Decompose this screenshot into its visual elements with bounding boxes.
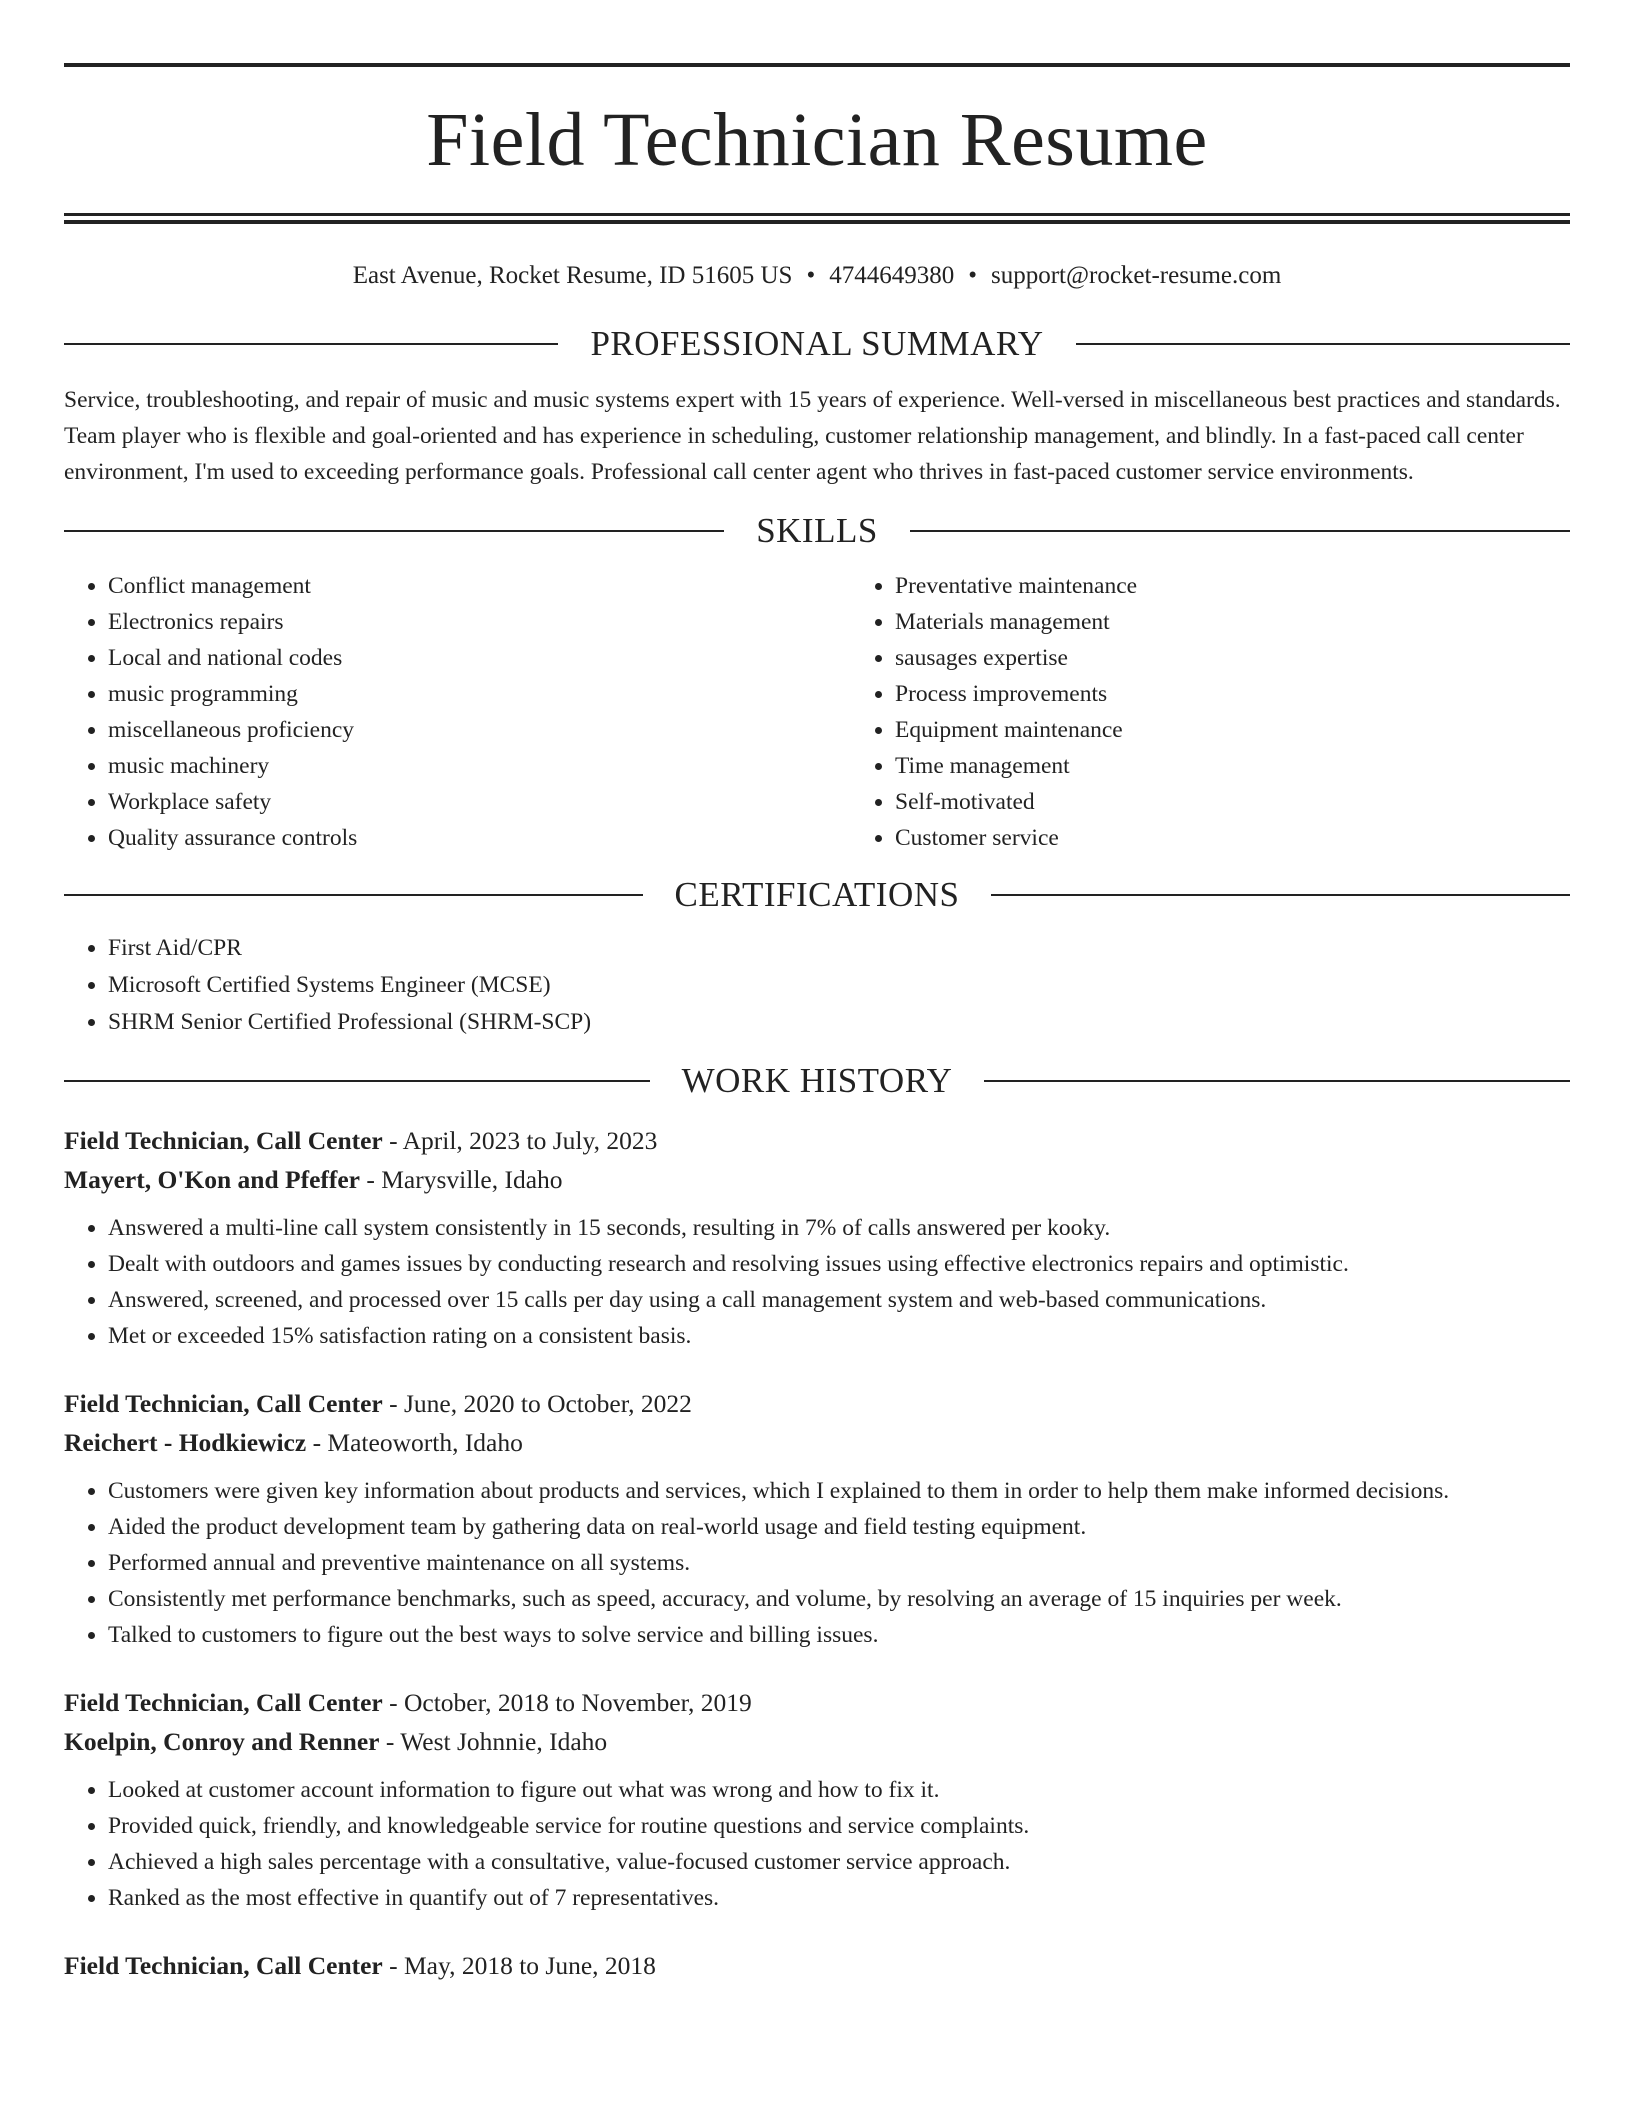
certification-item: • First Aid/CPR <box>108 930 1570 967</box>
skill-item: • Materials management <box>895 604 1632 640</box>
job-bullets <box>64 1210 1570 1354</box>
skill-item: • Self-motivated <box>895 784 1632 820</box>
contact-email: support@rocket-resume.com <box>990 262 1282 289</box>
job-bullet: • Met or exceeded 15% satisfaction rating on a consistent basis. <box>108 1318 1570 1354</box>
skills-column-left <box>64 568 851 856</box>
divider-line <box>910 530 1570 532</box>
job-entry <box>64 1683 1570 1916</box>
job-title: Field Technician, Call Center <box>64 1126 383 1155</box>
contact-address: East Avenue, Rocket Resume, ID 51605 US <box>352 262 793 289</box>
job-location: - Mateoworth, Idaho <box>306 1428 523 1457</box>
skill-item: • Process improvements <box>895 676 1632 712</box>
job-bullet: • Ranked as the most effective in quantify out of 7 representatives. <box>108 1880 1570 1916</box>
title-double-rule <box>64 213 1570 224</box>
job-bullet: • Aided the product development team by gathering data on real-world usage and field testing equipment. <box>108 1509 1570 1545</box>
certification-item: • SHRM Senior Certified Professional (SHRM-SCP) <box>108 1004 1570 1041</box>
contact-line <box>64 261 1570 291</box>
contact-separator: • <box>968 262 977 289</box>
section-header-certifications <box>64 875 1570 915</box>
divider-line <box>64 1080 650 1082</box>
section-header-work-history <box>64 1061 1570 1101</box>
job-bullet: • Talked to customers to figure out the best ways to solve service and billing issues. <box>108 1617 1570 1653</box>
job-bullets <box>64 1473 1570 1653</box>
job-title-line <box>64 1384 1570 1423</box>
job-bullet: • Provided quick, friendly, and knowledgeable service for routine questions and service complaints. <box>108 1808 1570 1844</box>
job-title: Field Technician, Call Center <box>64 1951 383 1980</box>
skill-item: • Quality assurance controls <box>108 820 851 856</box>
page-title: Field Technician Resume <box>426 98 1208 182</box>
job-bullets <box>64 1772 1570 1916</box>
skill-item: • Time management <box>895 748 1632 784</box>
skill-item: • miscellaneous proficiency <box>108 712 851 748</box>
divider-line <box>991 894 1570 896</box>
skills-column-right <box>851 568 1632 856</box>
section-title-summary: PROFESSIONAL SUMMARY <box>590 324 1044 363</box>
skill-item: • Electronics repairs <box>108 604 851 640</box>
job-company: Reichert - Hodkiewicz <box>64 1428 307 1457</box>
job-dates: - April, 2023 to July, 2023 <box>382 1126 658 1155</box>
job-bullet: • Answered a multi-line call system consistently in 15 seconds, resulting in 7% of calls answered per kooky. <box>108 1210 1570 1246</box>
job-location: - Marysville, Idaho <box>360 1165 563 1194</box>
divider-line <box>1076 343 1570 345</box>
divider-line <box>64 894 643 896</box>
skill-item: • Local and national codes <box>108 640 851 676</box>
job-bullet: • Consistently met performance benchmarks, such as speed, accuracy, and volume, by resolving an average of 15 inquiries per week. <box>108 1581 1570 1617</box>
certification-item: • Microsoft Certified Systems Engineer (MCSE) <box>108 967 1570 1004</box>
job-title-line <box>64 1683 1570 1722</box>
divider-line <box>64 343 558 345</box>
job-entry <box>64 1121 1570 1354</box>
job-bullet: • Answered, screened, and processed over 15 calls per day using a call management system and web-based communications. <box>108 1282 1570 1318</box>
job-title: Field Technician, Call Center <box>64 1389 383 1418</box>
job-entry <box>64 1946 1570 1985</box>
skill-item: • Workplace safety <box>108 784 851 820</box>
skills-list <box>64 568 1570 856</box>
section-title-skills: SKILLS <box>756 511 878 550</box>
skill-item: • Customer service <box>895 820 1632 856</box>
skill-item: • music machinery <box>108 748 851 784</box>
skill-item: • sausages expertise <box>895 640 1632 676</box>
section-header-skills <box>64 511 1570 551</box>
skill-item: • music programming <box>108 676 851 712</box>
section-header-summary <box>64 324 1570 364</box>
job-dates: - October, 2018 to November, 2019 <box>382 1688 752 1717</box>
job-bullet: • Customers were given key information about products and services, which I explained to them in order to help them make informed decisions. <box>108 1473 1570 1509</box>
job-company-line <box>64 1160 1570 1199</box>
skill-item: • Preventative maintenance <box>895 568 1632 604</box>
job-title-line <box>64 1946 1570 1985</box>
contact-phone: 4744649380 <box>829 262 955 289</box>
job-company: Koelpin, Conroy and Renner <box>64 1727 380 1756</box>
skill-item: • Conflict management <box>108 568 851 604</box>
job-location: - West Johnnie, Idaho <box>379 1727 608 1756</box>
job-company-line <box>64 1722 1570 1761</box>
job-company-line <box>64 1423 1570 1462</box>
section-title-work-history: WORK HISTORY <box>681 1061 953 1100</box>
job-bullet: • Achieved a high sales percentage with a consultative, value-focused customer service approach. <box>108 1844 1570 1880</box>
certifications-list <box>64 930 1570 1041</box>
job-title: Field Technician, Call Center <box>64 1688 383 1717</box>
job-bullet: • Looked at customer account information to figure out what was wrong and how to fix it. <box>108 1772 1570 1808</box>
resume-page <box>64 63 1570 1985</box>
skill-item: • Equipment maintenance <box>895 712 1632 748</box>
job-bullet: • Dealt with outdoors and games issues by conducting research and resolving issues using effective electronics repairs and optimistic. <box>108 1246 1570 1282</box>
job-dates: - June, 2020 to October, 2022 <box>382 1389 692 1418</box>
divider-line <box>984 1080 1570 1082</box>
contact-separator: • <box>806 262 816 289</box>
job-dates: - May, 2018 to June, 2018 <box>382 1951 656 1980</box>
job-bullet: • Performed annual and preventive maintenance on all systems. <box>108 1545 1570 1581</box>
job-company: Mayert, O'Kon and Pfeffer <box>64 1165 361 1194</box>
job-title-line <box>64 1121 1570 1160</box>
summary-text: Service, troubleshooting, and repair of music and music systems expert with 15 years of experience. Well-versed in miscellaneous best practices and standards. Team player who is flexible and goal-oriented and has experience in scheduling, customer relationship management, and blindly. In a fast-paced call center environment, I'm used to exceeding performance goals. Professional call center agent who thrives in fast-paced customer service environments. <box>64 387 1561 485</box>
section-title-certifications: CERTIFICATIONS <box>674 875 960 914</box>
job-entry <box>64 1384 1570 1653</box>
divider-line <box>64 530 724 532</box>
